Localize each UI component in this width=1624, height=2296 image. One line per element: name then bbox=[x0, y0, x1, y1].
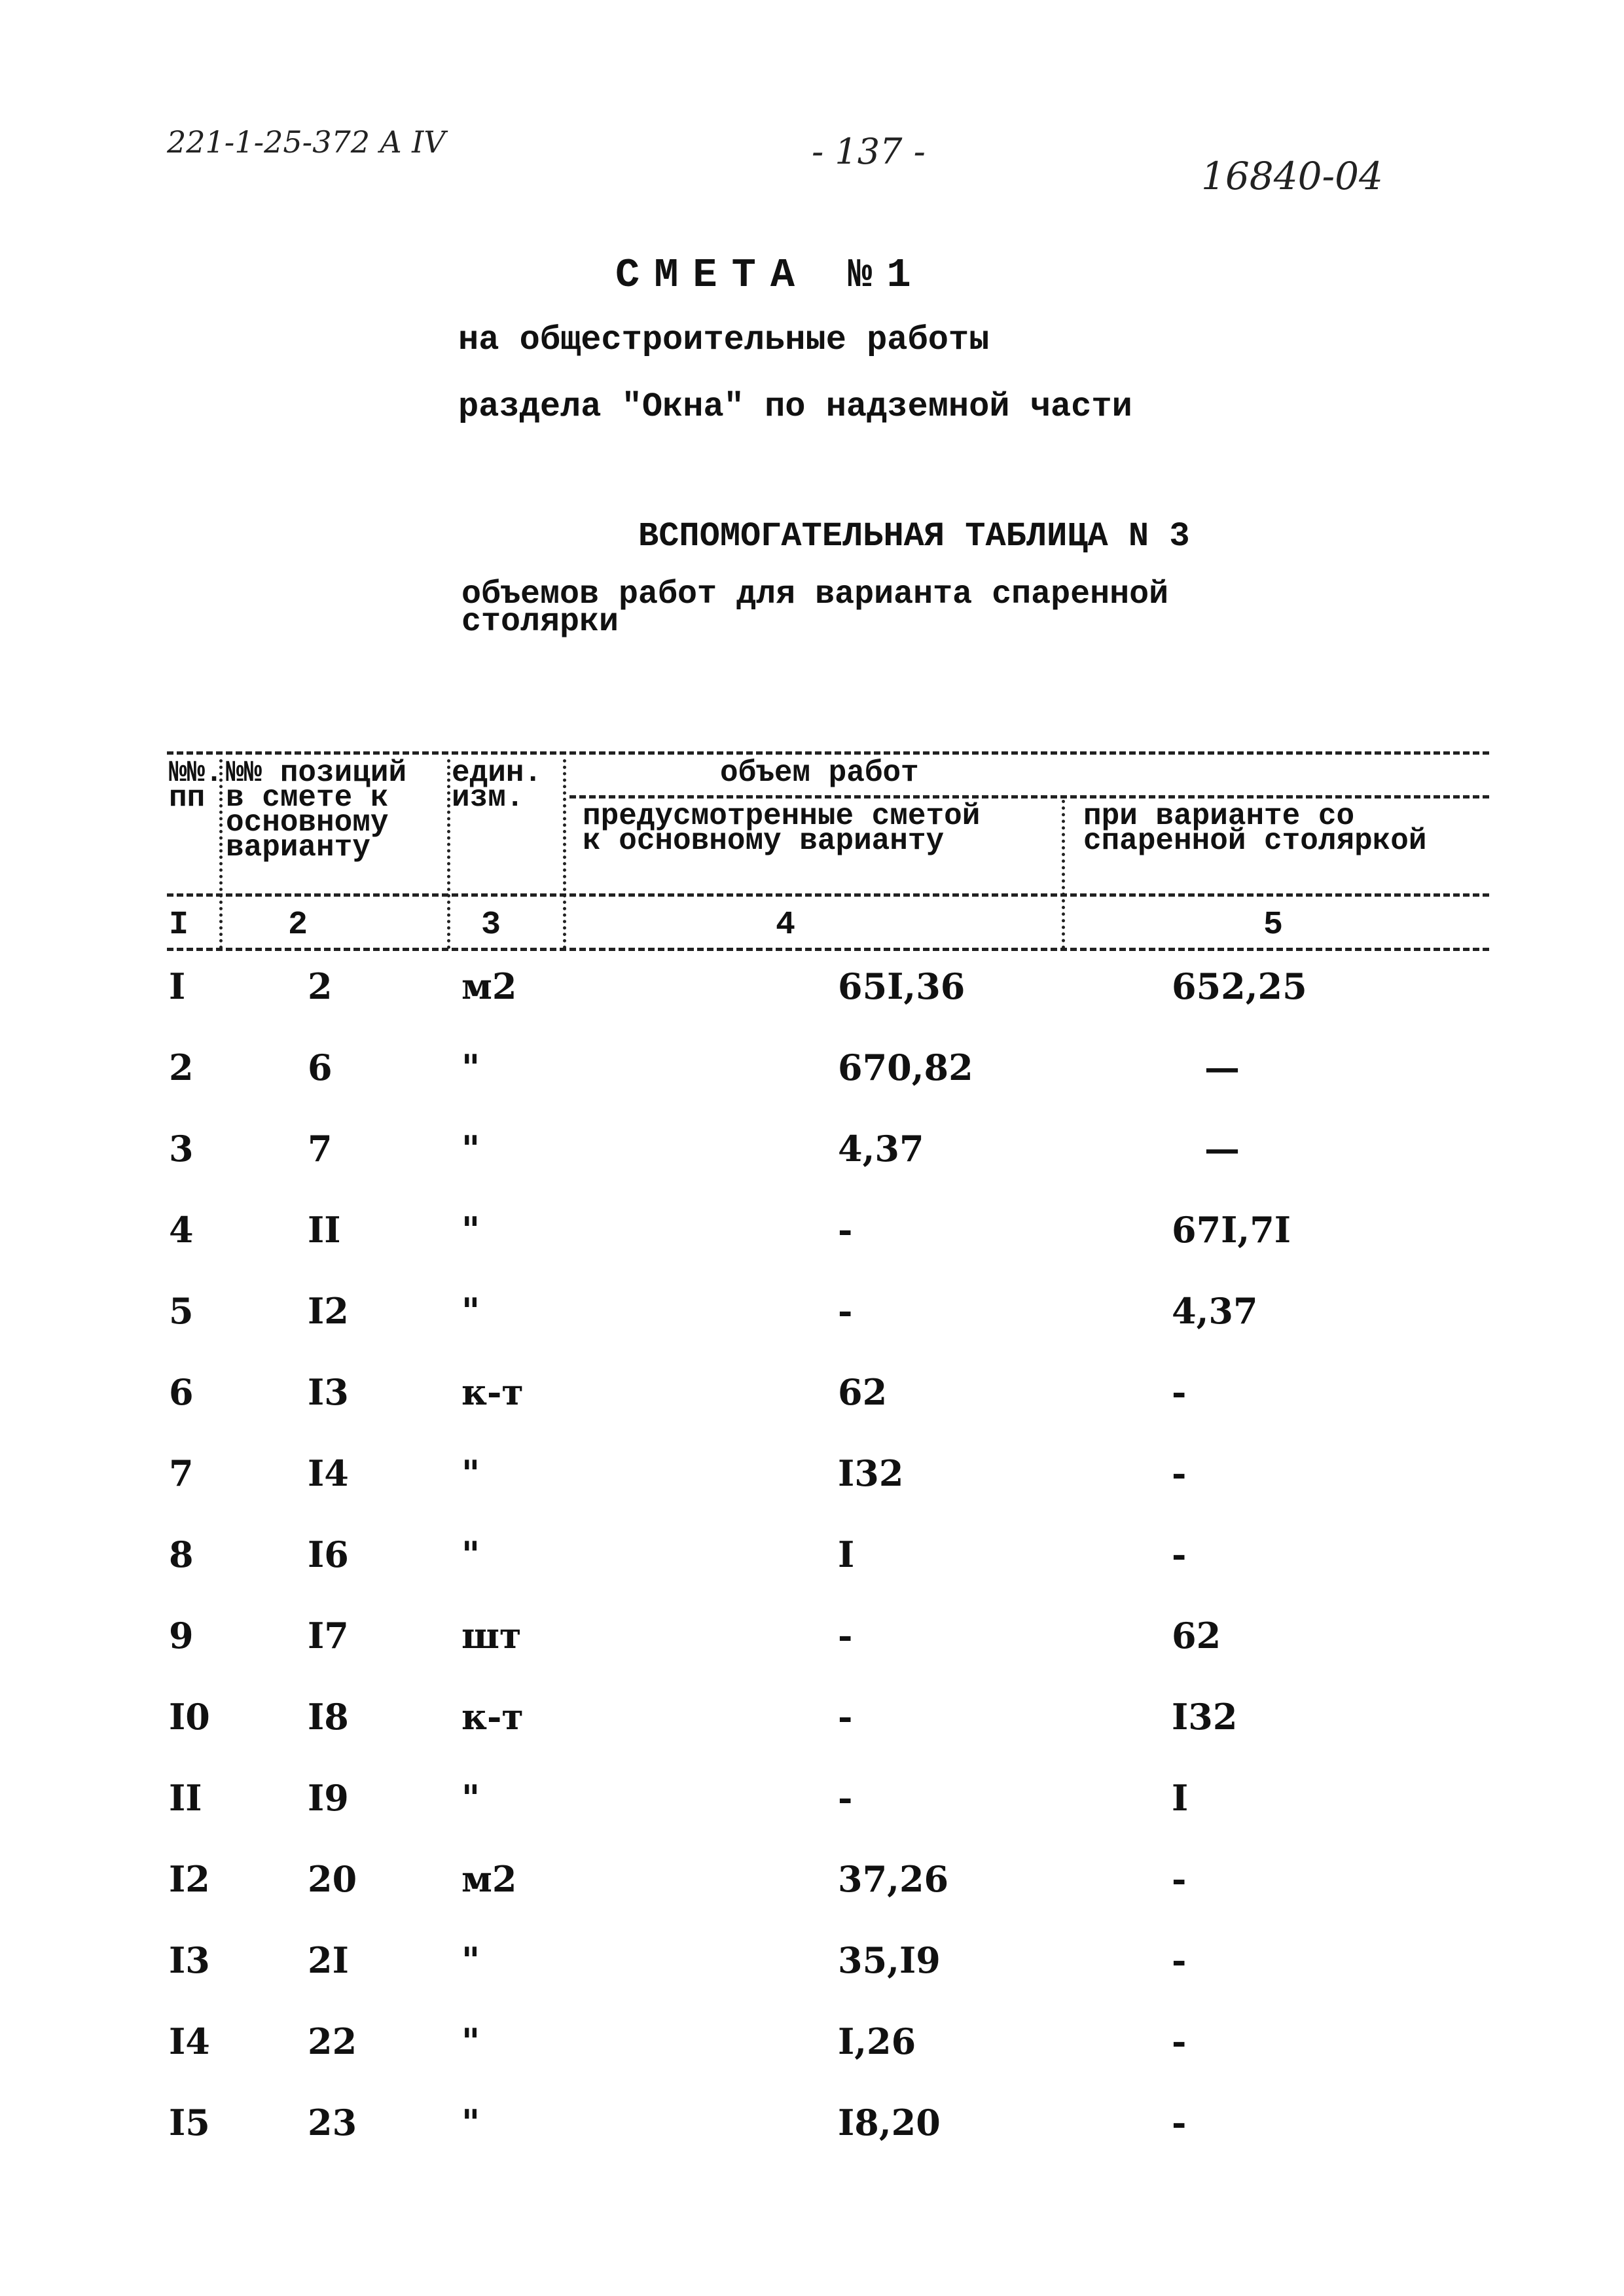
table-row bbox=[0, 1615, 1624, 1696]
col-number-5: 5 bbox=[1263, 906, 1284, 944]
aux-table-title: ВСПОМОГАТЕЛЬНАЯ ТАБЛИЦА N 3 bbox=[638, 517, 1190, 556]
row-number: 7 bbox=[169, 1452, 194, 1494]
volume-paired: 67I,7I bbox=[1172, 1209, 1291, 1251]
position-number: 22 bbox=[308, 2020, 357, 2062]
table-row bbox=[0, 1939, 1624, 2020]
position-number: 23 bbox=[308, 2102, 357, 2144]
unit: " bbox=[461, 2020, 480, 2062]
col-separator-4 bbox=[1062, 800, 1065, 949]
row-number: I bbox=[169, 965, 186, 1007]
unit: шт bbox=[461, 1615, 522, 1657]
row-number: I2 bbox=[169, 1858, 210, 1900]
col-number-1: I bbox=[169, 906, 189, 944]
position-number: I8 bbox=[308, 1696, 349, 1738]
position-number: 7 bbox=[308, 1128, 333, 1170]
unit: " bbox=[461, 1534, 480, 1575]
table-row bbox=[0, 1047, 1624, 1128]
position-number: I2 bbox=[308, 1290, 349, 1332]
row-number: 2 bbox=[169, 1047, 194, 1088]
volume-base: - bbox=[838, 1696, 853, 1738]
row-number: 3 bbox=[169, 1128, 194, 1170]
volume-paired: I bbox=[1172, 1777, 1189, 1819]
volume-paired: - bbox=[1172, 2102, 1187, 2144]
document-code: 221-1-25-372 А IV bbox=[167, 124, 446, 160]
position-number: I4 bbox=[308, 1452, 349, 1494]
table-row bbox=[0, 1209, 1624, 1290]
table-row bbox=[0, 1290, 1624, 1371]
volume-paired: - bbox=[1172, 1858, 1187, 1900]
position-number: I3 bbox=[308, 1371, 349, 1413]
col-number-4: 4 bbox=[776, 906, 796, 944]
position-number: II bbox=[308, 1209, 341, 1251]
header-col5: при варианте со спаренной столяркой bbox=[1083, 799, 1427, 858]
document-title: СМЕТА №1 bbox=[615, 252, 926, 298]
volume-base: - bbox=[838, 1209, 853, 1251]
row-number: 5 bbox=[169, 1290, 194, 1332]
subtitle-line-2: раздела "Окна" по надземной части bbox=[458, 387, 1132, 426]
col-number-2: 2 bbox=[288, 906, 308, 944]
unit: к-т bbox=[461, 1696, 524, 1738]
position-number: I9 bbox=[308, 1777, 349, 1819]
unit: " bbox=[461, 1047, 480, 1088]
volume-paired: 4,37 bbox=[1172, 1290, 1258, 1332]
position-number: 2I bbox=[308, 1939, 349, 1981]
unit: " bbox=[461, 1939, 480, 1981]
volume-paired: - bbox=[1172, 1452, 1187, 1494]
group-header-rule bbox=[569, 795, 1489, 798]
unit: " bbox=[461, 1290, 480, 1332]
table-row bbox=[0, 1777, 1624, 1858]
col-number-3: 3 bbox=[481, 906, 501, 944]
volume-base: 65I,36 bbox=[838, 965, 965, 1007]
volume-base: 37,26 bbox=[838, 1858, 949, 1900]
row-number: 8 bbox=[169, 1534, 194, 1575]
page-number: - 137 - bbox=[812, 131, 926, 172]
header-bottom-rule bbox=[167, 893, 1489, 897]
row-number: I5 bbox=[169, 2102, 210, 2144]
table-row bbox=[0, 1696, 1624, 1777]
volume-paired: I32 bbox=[1172, 1696, 1238, 1738]
subtitle-line-1: на общестроительные работы bbox=[458, 321, 990, 359]
header-col2: №№ позиций в смете к основному варианту bbox=[226, 756, 407, 865]
unit: " bbox=[461, 1777, 480, 1819]
volume-base: 4,37 bbox=[838, 1128, 924, 1170]
volume-base: I,26 bbox=[838, 2020, 916, 2062]
unit: " bbox=[461, 1452, 480, 1494]
volume-paired: - bbox=[1172, 1534, 1187, 1575]
col-separator-3 bbox=[563, 759, 566, 949]
row-number: I3 bbox=[169, 1939, 210, 1981]
volume-base: 35,I9 bbox=[838, 1939, 941, 1981]
table-row bbox=[0, 2020, 1624, 2102]
unit: " bbox=[461, 1209, 480, 1251]
table-row bbox=[0, 1128, 1624, 1209]
volume-base: I bbox=[838, 1534, 855, 1575]
volume-paired: - bbox=[1172, 2020, 1187, 2062]
table-top-rule bbox=[167, 751, 1489, 755]
volume-paired: — bbox=[1204, 1047, 1240, 1088]
row-number: 4 bbox=[169, 1209, 194, 1251]
row-number: 6 bbox=[169, 1371, 194, 1413]
row-number: I0 bbox=[169, 1696, 210, 1738]
volume-paired: — bbox=[1204, 1128, 1240, 1170]
table-row bbox=[0, 2102, 1624, 2183]
position-number: 6 bbox=[308, 1047, 333, 1088]
volume-base: I32 bbox=[838, 1452, 904, 1494]
volume-base: 62 bbox=[838, 1371, 888, 1413]
volume-paired: - bbox=[1172, 1939, 1187, 1981]
sheet-code: 16840-04 bbox=[1201, 154, 1383, 198]
header-col3: един. изм. bbox=[452, 756, 543, 815]
header-col1: №№. пп bbox=[169, 756, 223, 815]
table-row bbox=[0, 965, 1624, 1047]
row-number: 9 bbox=[169, 1615, 194, 1657]
table-row bbox=[0, 1858, 1624, 1939]
volume-base: 670,82 bbox=[838, 1047, 973, 1088]
volume-paired: 652,25 bbox=[1172, 965, 1307, 1007]
column-number-rule bbox=[167, 948, 1489, 951]
unit: к-т bbox=[461, 1371, 524, 1413]
volume-base: - bbox=[838, 1615, 853, 1657]
unit: " bbox=[461, 1128, 480, 1170]
position-number: I6 bbox=[308, 1534, 349, 1575]
volume-paired: - bbox=[1172, 1371, 1187, 1413]
table-row bbox=[0, 1371, 1624, 1452]
unit: м2 bbox=[461, 1858, 517, 1900]
unit: " bbox=[461, 2102, 480, 2144]
unit: м2 bbox=[461, 965, 517, 1007]
volume-base: - bbox=[838, 1777, 853, 1819]
position-number: 2 bbox=[308, 965, 333, 1007]
volume-base: I8,20 bbox=[838, 2102, 941, 2144]
row-number: I4 bbox=[169, 2020, 210, 2062]
position-number: I7 bbox=[308, 1615, 349, 1657]
position-number: 20 bbox=[308, 1858, 357, 1900]
table-row bbox=[0, 1452, 1624, 1534]
header-group-volume: объем работ bbox=[720, 756, 919, 790]
table-row bbox=[0, 1534, 1624, 1615]
row-number: II bbox=[169, 1777, 202, 1819]
volume-base: - bbox=[838, 1290, 853, 1332]
col-separator-2 bbox=[447, 759, 450, 949]
aux-table-description: объемов работ для варианта спаренной столярки bbox=[461, 576, 1169, 641]
volume-paired: 62 bbox=[1172, 1615, 1221, 1657]
header-col4: предусмотренные сметой к основному варианту bbox=[583, 799, 981, 858]
